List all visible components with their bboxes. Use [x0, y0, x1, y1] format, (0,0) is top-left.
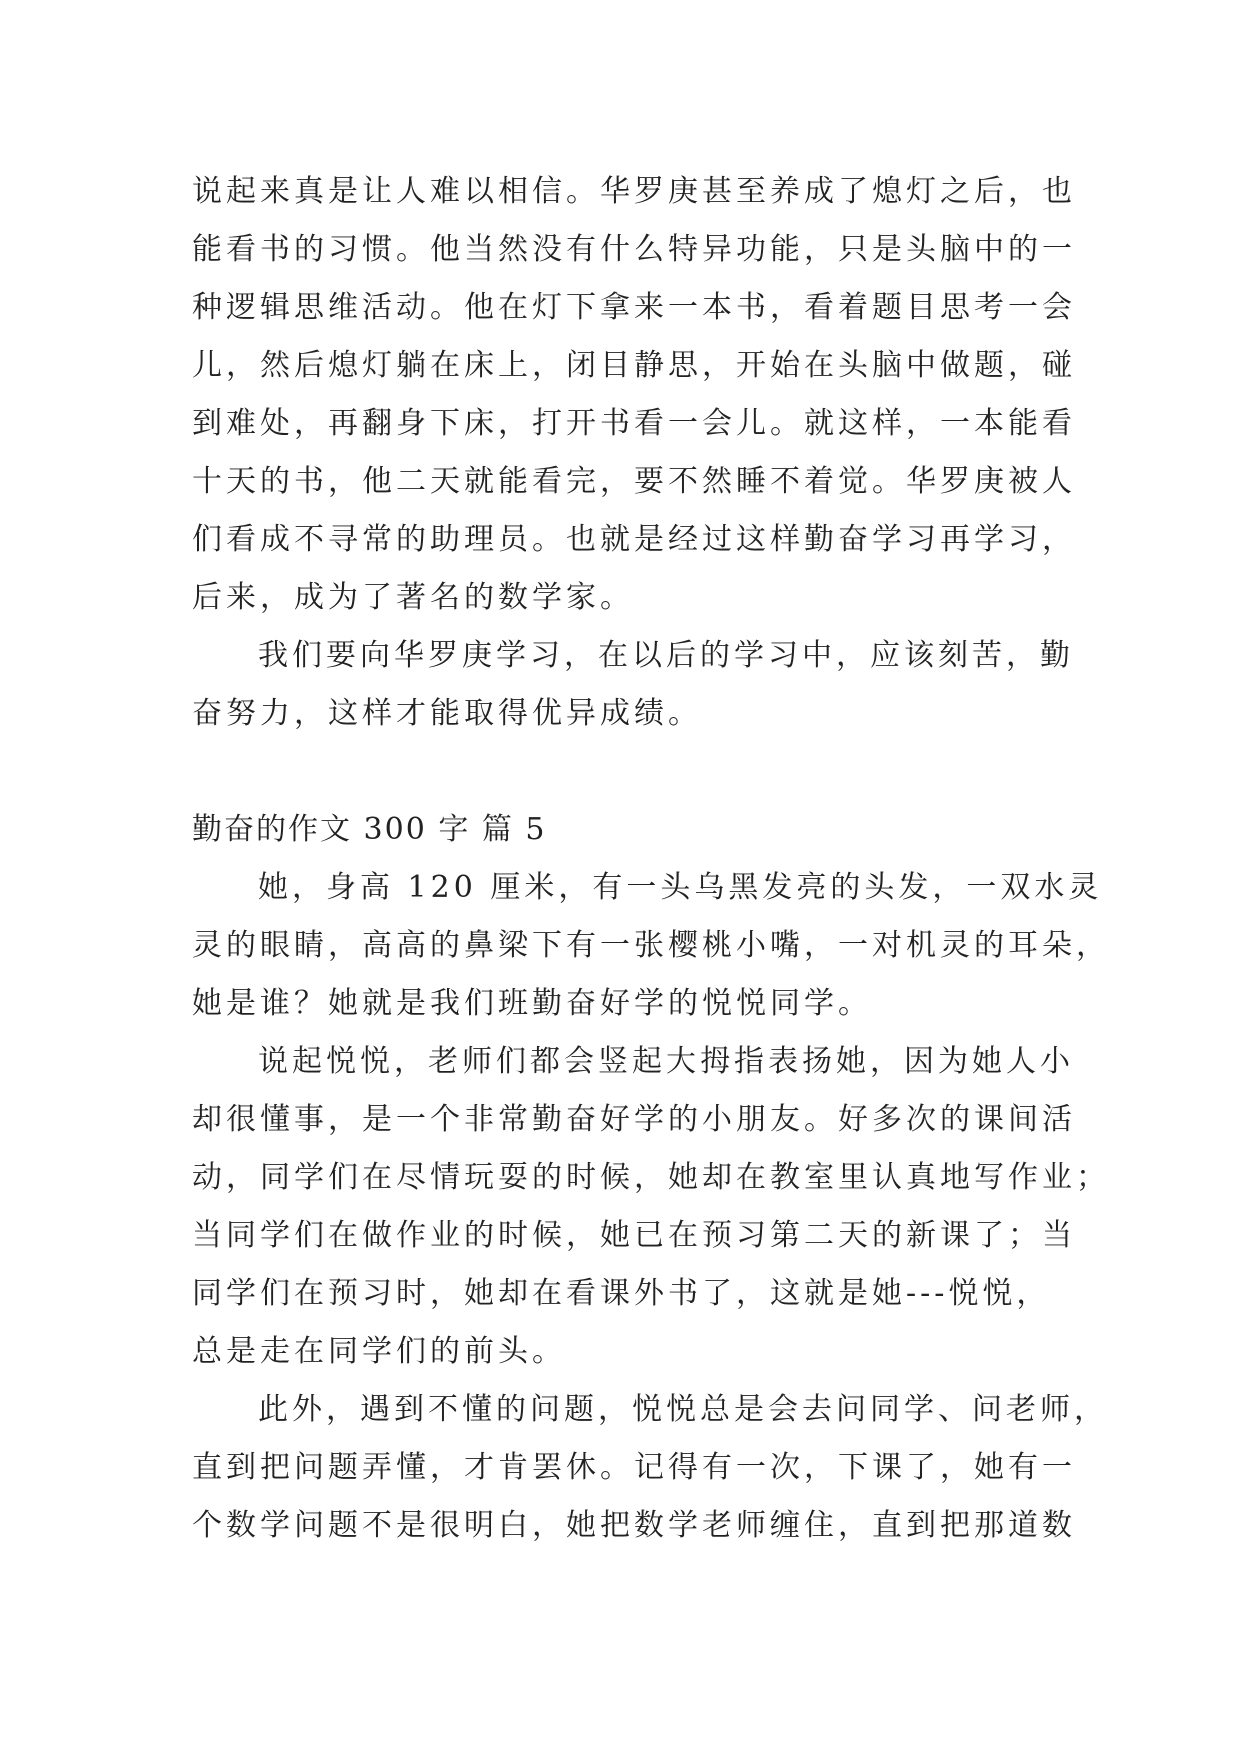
paragraph	[192, 163, 1076, 627]
text-line: 当同学们在做作业的时候，她已在预习第二天的新课了；当	[192, 1218, 1076, 1253]
text-line: 个数学问题不是很明白，她把数学老师缠住，直到把那道数	[192, 1508, 1076, 1543]
text-line: 我们要向华罗庚学习，在以后的学习中，应该刻苦，勤	[258, 638, 1074, 673]
text-line: 种逻辑思维活动。他在灯下拿来一本书，看着题目思考一会	[192, 290, 1076, 325]
text-line: 能看书的习惯。他当然没有什么特异功能，只是头脑中的一	[192, 232, 1076, 267]
text-line: 说起来真是让人难以相信。华罗庚甚至养成了熄灯之后，也	[192, 174, 1076, 209]
text-line: 儿，然后熄灯躺在床上，闭目静思，开始在头脑中做题，碰	[192, 348, 1076, 383]
document-body	[192, 163, 1110, 1555]
text-line: 她，身高 120 厘米，有一头乌黑发亮的头发，一双水灵	[258, 870, 1103, 905]
text-line: 奋努力，这样才能取得优异成绩。	[192, 696, 702, 731]
text-line: 直到把问题弄懂，才肯罢休。记得有一次，下课了，她有一	[192, 1450, 1076, 1485]
text-line: 总是走在同学们的前头。	[192, 1334, 566, 1369]
text-line: 说起悦悦，老师们都会竖起大拇指表扬她，因为她人小	[258, 1044, 1074, 1079]
paragraph	[192, 1381, 1108, 1555]
blank-line	[192, 743, 1054, 801]
paragraph	[192, 627, 1074, 743]
text-line: 到难处，再翻身下床，打开书看一会儿。就这样，一本能看	[192, 406, 1076, 441]
text-line: 却很懂事，是一个非常勤奋好学的小朋友。好多次的课间活	[192, 1102, 1076, 1137]
paragraph	[192, 859, 1110, 1033]
text-line: 十天的书，他二天就能看完，要不然睡不着觉。华罗庚被人	[192, 464, 1076, 499]
text-line: 们看成不寻常的助理员。也就是经过这样勤奋学习再学习，	[192, 522, 1076, 557]
text-line: 她是谁？她就是我们班勤奋好学的悦悦同学。	[192, 986, 872, 1021]
text-line: 此外，遇到不懂的问题，悦悦总是会去问同学、问老师，	[258, 1392, 1108, 1427]
text-line: 动，同学们在尽情玩耍的时候，她却在教室里认真地写作业；	[192, 1160, 1110, 1195]
text-line: 灵的眼睛，高高的鼻梁下有一张樱桃小嘴，一对机灵的耳朵，	[192, 928, 1110, 963]
section-heading: 勤奋的作文 300 字 篇 5	[192, 812, 547, 847]
paragraph	[192, 1033, 1110, 1381]
text-line: 后来，成为了著名的数学家。	[192, 580, 634, 615]
text-line: 同学们在预习时，她却在看课外书了，这就是她---悦悦，	[192, 1276, 1051, 1311]
